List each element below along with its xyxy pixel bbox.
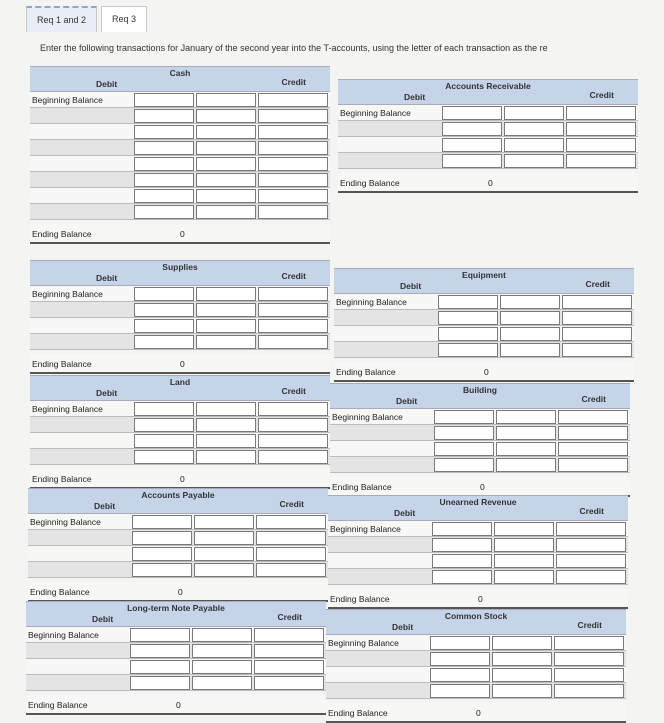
transaction-credit-input[interactable] (258, 109, 328, 123)
transaction-debit-input[interactable] (196, 303, 256, 317)
account-title: Long-term Note Payable (127, 603, 225, 613)
ending-balance-label: Ending Balance (340, 178, 400, 188)
transaction-debit-input[interactable] (500, 343, 560, 357)
transaction-debit-input[interactable] (494, 570, 554, 584)
transaction-letter-input[interactable] (134, 173, 194, 187)
credit-label: Credit (281, 271, 306, 281)
ending-balance-label: Ending Balance (32, 474, 92, 484)
beginning-balance-letter-input[interactable] (134, 93, 194, 107)
transaction-credit-input[interactable] (258, 189, 328, 203)
beginning-balance-debit-input[interactable] (500, 295, 560, 309)
transaction-debit-input[interactable] (196, 319, 256, 333)
transaction-letter-input[interactable] (132, 563, 192, 577)
beginning-balance-letter-input[interactable] (442, 106, 502, 120)
transaction-letter-input[interactable] (132, 547, 192, 561)
transaction-letter-input[interactable] (442, 122, 502, 136)
t-account-accounts-receivable (338, 79, 638, 193)
transaction-row (338, 137, 638, 153)
ending-balance-row (328, 589, 628, 609)
beginning-balance-debit-input[interactable] (496, 410, 556, 424)
transaction-letter-input[interactable] (134, 319, 194, 333)
transaction-row (30, 417, 330, 433)
beginning-balance-letter-input[interactable] (130, 628, 190, 642)
transaction-row (334, 310, 634, 326)
beginning-balance-debit-input[interactable] (494, 522, 554, 536)
beginning-balance-credit-input[interactable] (258, 287, 328, 301)
debit-label: Debit (396, 396, 418, 406)
ending-balance-row (334, 362, 634, 382)
beginning-balance-row (326, 635, 626, 651)
t-account-unearned-revenue (328, 495, 628, 609)
t-account-equipment (334, 268, 634, 382)
t-account-header (334, 268, 634, 294)
transaction-letter-input[interactable] (134, 109, 194, 123)
t-account-cash (30, 66, 330, 244)
t-account-header (328, 495, 628, 521)
t-account-header (326, 609, 626, 635)
tab-req-1-and-2[interactable]: Req 1 and 2 (26, 6, 97, 32)
transaction-credit-input[interactable] (258, 319, 328, 333)
transaction-credit-input[interactable] (256, 531, 326, 545)
transaction-letter-input[interactable] (134, 418, 194, 432)
transaction-row (328, 569, 628, 585)
credit-label: Credit (585, 279, 610, 289)
transaction-credit-input[interactable] (558, 442, 628, 456)
t-account-accounts-payable (28, 488, 328, 602)
transaction-debit-input[interactable] (496, 426, 556, 440)
transaction-debit-input[interactable] (196, 450, 256, 464)
transaction-row (28, 546, 328, 562)
transaction-letter-input[interactable] (134, 450, 194, 464)
transaction-letter-input[interactable] (134, 434, 194, 448)
transaction-credit-input[interactable] (556, 570, 626, 584)
beginning-balance-letter-input[interactable] (434, 410, 494, 424)
beginning-balance-debit-input[interactable] (196, 402, 256, 416)
account-title: Accounts Payable (141, 490, 215, 500)
transaction-debit-input[interactable] (504, 154, 564, 168)
transaction-debit-input[interactable] (196, 141, 256, 155)
ending-balance-value: 0 (478, 594, 483, 604)
ending-balance-label: Ending Balance (30, 587, 90, 597)
transaction-row (326, 683, 626, 699)
beginning-balance-label: Beginning Balance (332, 412, 403, 422)
transaction-debit-input[interactable] (194, 547, 254, 561)
transaction-debit-input[interactable] (504, 122, 564, 136)
transaction-row (30, 156, 330, 172)
transaction-debit-input[interactable] (196, 125, 256, 139)
transaction-credit-input[interactable] (254, 660, 324, 674)
beginning-balance-label: Beginning Balance (340, 108, 411, 118)
credit-label: Credit (579, 506, 604, 516)
ending-balance-value: 0 (488, 178, 493, 188)
transaction-letter-input[interactable] (438, 343, 498, 357)
transaction-row (30, 318, 330, 334)
credit-label: Credit (279, 499, 304, 509)
transaction-letter-input[interactable] (430, 668, 490, 682)
transaction-letter-input[interactable] (134, 189, 194, 203)
transaction-credit-input[interactable] (254, 676, 324, 690)
ending-balance-row (338, 173, 638, 193)
ending-balance-row (30, 224, 330, 244)
transaction-credit-input[interactable] (258, 434, 328, 448)
beginning-balance-credit-input[interactable] (554, 636, 624, 650)
beginning-balance-credit-input[interactable] (258, 402, 328, 416)
transaction-letter-input[interactable] (434, 442, 494, 456)
transaction-credit-input[interactable] (258, 157, 328, 171)
transaction-debit-input[interactable] (492, 668, 552, 682)
transaction-debit-input[interactable] (494, 538, 554, 552)
ending-balance-label: Ending Balance (28, 700, 88, 710)
beginning-balance-label: Beginning Balance (328, 638, 399, 648)
transaction-row (30, 433, 330, 449)
ending-balance-label: Ending Balance (336, 367, 396, 377)
t-account-header (30, 260, 330, 286)
beginning-balance-row (28, 514, 328, 530)
ending-balance-row (30, 469, 330, 489)
beginning-balance-label: Beginning Balance (32, 289, 103, 299)
beginning-balance-label: Beginning Balance (32, 95, 103, 105)
transaction-row (330, 425, 630, 441)
transaction-letter-input[interactable] (434, 426, 494, 440)
beginning-balance-row (30, 286, 330, 302)
transaction-debit-input[interactable] (496, 442, 556, 456)
transaction-credit-input[interactable] (258, 335, 328, 349)
beginning-balance-row (30, 401, 330, 417)
beginning-balance-debit-input[interactable] (194, 515, 254, 529)
account-title: Supplies (162, 262, 198, 272)
transaction-row (30, 449, 330, 465)
transaction-credit-input[interactable] (256, 563, 326, 577)
transaction-debit-input[interactable] (196, 335, 256, 349)
transaction-row (334, 342, 634, 358)
beginning-balance-row (30, 92, 330, 108)
credit-label: Credit (281, 77, 306, 87)
debit-label: Debit (392, 622, 414, 632)
transaction-row (328, 553, 628, 569)
transaction-credit-input[interactable] (256, 547, 326, 561)
transaction-credit-input[interactable] (554, 684, 624, 698)
beginning-balance-letter-input[interactable] (134, 287, 194, 301)
ending-balance-value: 0 (180, 474, 185, 484)
transaction-debit-input[interactable] (196, 418, 256, 432)
transaction-debit-input[interactable] (196, 189, 256, 203)
beginning-balance-letter-input[interactable] (438, 295, 498, 309)
transaction-row (30, 172, 330, 188)
beginning-balance-letter-input[interactable] (134, 402, 194, 416)
transaction-letter-input[interactable] (430, 652, 490, 666)
t-account-header (30, 66, 330, 92)
transaction-credit-input[interactable] (558, 426, 628, 440)
instruction-text: Enter the following transactions for January of the second year into the T-accounts, using the letter of each transaction as the re (40, 43, 548, 53)
transaction-row (28, 562, 328, 578)
account-title: Land (169, 377, 191, 387)
beginning-balance-row (330, 409, 630, 425)
transaction-letter-input[interactable] (438, 327, 498, 341)
transaction-letter-input[interactable] (130, 660, 190, 674)
ending-balance-row (28, 582, 328, 602)
account-title: Cash (169, 68, 191, 78)
transaction-row (26, 675, 326, 691)
transaction-letter-input[interactable] (430, 684, 490, 698)
transaction-credit-input[interactable] (258, 418, 328, 432)
t-account-building (330, 383, 630, 497)
transaction-row (30, 302, 330, 318)
credit-label: Credit (589, 90, 614, 100)
beginning-balance-row (328, 521, 628, 537)
transaction-row (30, 188, 330, 204)
credit-label: Credit (581, 394, 606, 404)
debit-label: Debit (394, 508, 416, 518)
beginning-balance-debit-input[interactable] (504, 106, 564, 120)
credit-label: Credit (281, 386, 306, 396)
t-account-supplies (30, 260, 330, 374)
ending-balance-value: 0 (180, 229, 185, 239)
t-account-common-stock (326, 609, 626, 723)
debit-label: Debit (92, 614, 114, 624)
transaction-credit-input[interactable] (258, 125, 328, 139)
transaction-debit-input[interactable] (196, 173, 256, 187)
debit-label: Debit (96, 79, 118, 89)
t-account-long-term-note-payable (26, 601, 326, 715)
transaction-credit-input[interactable] (258, 173, 328, 187)
transaction-letter-input[interactable] (134, 205, 194, 219)
debit-label: Debit (404, 92, 426, 102)
transaction-row (334, 326, 634, 342)
transaction-letter-input[interactable] (134, 141, 194, 155)
transaction-debit-input[interactable] (494, 554, 554, 568)
beginning-balance-credit-input[interactable] (256, 515, 326, 529)
t-account-land (30, 375, 330, 489)
account-title: Common Stock (444, 611, 508, 621)
credit-label: Credit (577, 620, 602, 630)
ending-balance-row (326, 703, 626, 723)
transaction-letter-input[interactable] (432, 554, 492, 568)
t-account-header (28, 488, 328, 514)
transaction-debit-input[interactable] (194, 531, 254, 545)
transaction-row (28, 530, 328, 546)
ending-balance-label: Ending Balance (332, 482, 392, 492)
debit-label: Debit (94, 501, 116, 511)
transaction-credit-input[interactable] (558, 458, 628, 472)
transaction-debit-input[interactable] (196, 157, 256, 171)
transaction-credit-input[interactable] (554, 652, 624, 666)
transaction-debit-input[interactable] (500, 311, 560, 325)
ending-balance-value: 0 (484, 367, 489, 377)
transaction-letter-input[interactable] (438, 311, 498, 325)
beginning-balance-credit-input[interactable] (556, 522, 626, 536)
account-title: Unearned Revenue (439, 497, 517, 507)
transaction-debit-input[interactable] (496, 458, 556, 472)
transaction-letter-input[interactable] (130, 644, 190, 658)
transaction-row (26, 659, 326, 675)
beginning-balance-label: Beginning Balance (330, 524, 401, 534)
account-title: Accounts Receivable (445, 81, 531, 91)
beginning-balance-debit-input[interactable] (192, 628, 252, 642)
transaction-credit-input[interactable] (566, 154, 636, 168)
beginning-balance-label: Beginning Balance (32, 404, 103, 414)
transaction-row (30, 334, 330, 350)
transaction-credit-input[interactable] (258, 450, 328, 464)
transaction-credit-input[interactable] (566, 122, 636, 136)
account-title: Building (463, 385, 497, 395)
debit-label: Debit (96, 273, 118, 283)
transaction-letter-input[interactable] (434, 458, 494, 472)
beginning-balance-letter-input[interactable] (430, 636, 490, 650)
debit-label: Debit (96, 388, 118, 398)
ending-balance-row (30, 354, 330, 374)
transaction-credit-input[interactable] (254, 644, 324, 658)
transaction-letter-input[interactable] (432, 538, 492, 552)
account-title: Equipment (462, 270, 506, 280)
beginning-balance-credit-input[interactable] (562, 295, 632, 309)
tab-bar (26, 6, 151, 34)
t-account-header (338, 79, 638, 105)
transaction-letter-input[interactable] (432, 570, 492, 584)
tab-req-3[interactable]: Req 3 (101, 6, 147, 32)
beginning-balance-letter-input[interactable] (132, 515, 192, 529)
transaction-debit-input[interactable] (192, 660, 252, 674)
transaction-letter-input[interactable] (134, 303, 194, 317)
transaction-debit-input[interactable] (492, 684, 552, 698)
transaction-row (338, 121, 638, 137)
transaction-row (30, 108, 330, 124)
transaction-row (326, 651, 626, 667)
transaction-row (30, 124, 330, 140)
transaction-debit-input[interactable] (196, 434, 256, 448)
transaction-letter-input[interactable] (134, 125, 194, 139)
beginning-balance-row (338, 105, 638, 121)
ending-balance-row (330, 477, 630, 497)
ending-balance-label: Ending Balance (328, 708, 388, 718)
ending-balance-value: 0 (176, 700, 181, 710)
debit-label: Debit (400, 281, 422, 291)
beginning-balance-letter-input[interactable] (432, 522, 492, 536)
transaction-credit-input[interactable] (562, 327, 632, 341)
transaction-credit-input[interactable] (258, 303, 328, 317)
ending-balance-value: 0 (180, 359, 185, 369)
transaction-credit-input[interactable] (556, 538, 626, 552)
beginning-balance-label: Beginning Balance (30, 517, 101, 527)
transaction-row (30, 204, 330, 220)
transaction-credit-input[interactable] (566, 138, 636, 152)
transaction-row (328, 537, 628, 553)
ending-balance-label: Ending Balance (32, 359, 92, 369)
ending-balance-value: 0 (480, 482, 485, 492)
beginning-balance-label: Beginning Balance (336, 297, 407, 307)
transaction-debit-input[interactable] (192, 644, 252, 658)
transaction-credit-input[interactable] (562, 311, 632, 325)
transaction-debit-input[interactable] (500, 327, 560, 341)
transaction-letter-input[interactable] (442, 138, 502, 152)
beginning-balance-label: Beginning Balance (28, 630, 99, 640)
beginning-balance-credit-input[interactable] (558, 410, 628, 424)
beginning-balance-row (26, 627, 326, 643)
transaction-letter-input[interactable] (134, 335, 194, 349)
transaction-row (338, 153, 638, 169)
ending-balance-label: Ending Balance (330, 594, 390, 604)
beginning-balance-debit-input[interactable] (196, 287, 256, 301)
transaction-letter-input[interactable] (130, 676, 190, 690)
ending-balance-value: 0 (476, 708, 481, 718)
transaction-credit-input[interactable] (562, 343, 632, 357)
t-account-header (330, 383, 630, 409)
transaction-debit-input[interactable] (196, 205, 256, 219)
transaction-debit-input[interactable] (194, 563, 254, 577)
transaction-debit-input[interactable] (504, 138, 564, 152)
ending-balance-row (26, 695, 326, 715)
transaction-row (26, 643, 326, 659)
beginning-balance-debit-input[interactable] (196, 93, 256, 107)
ending-balance-label: Ending Balance (32, 229, 92, 239)
transaction-debit-input[interactable] (192, 676, 252, 690)
transaction-credit-input[interactable] (556, 554, 626, 568)
credit-label: Credit (277, 612, 302, 622)
transaction-row (30, 140, 330, 156)
transaction-credit-input[interactable] (258, 205, 328, 219)
t-account-header (30, 375, 330, 401)
transaction-debit-input[interactable] (492, 652, 552, 666)
transaction-row (330, 441, 630, 457)
beginning-balance-row (334, 294, 634, 310)
transaction-credit-input[interactable] (554, 668, 624, 682)
transaction-row (330, 457, 630, 473)
transaction-row (326, 667, 626, 683)
beginning-balance-credit-input[interactable] (566, 106, 636, 120)
beginning-balance-debit-input[interactable] (492, 636, 552, 650)
transaction-letter-input[interactable] (132, 531, 192, 545)
transaction-debit-input[interactable] (196, 109, 256, 123)
transaction-letter-input[interactable] (442, 154, 502, 168)
transaction-credit-input[interactable] (258, 141, 328, 155)
ending-balance-value: 0 (178, 587, 183, 597)
t-account-header (26, 601, 326, 627)
transaction-letter-input[interactable] (134, 157, 194, 171)
beginning-balance-credit-input[interactable] (258, 93, 328, 107)
beginning-balance-credit-input[interactable] (254, 628, 324, 642)
